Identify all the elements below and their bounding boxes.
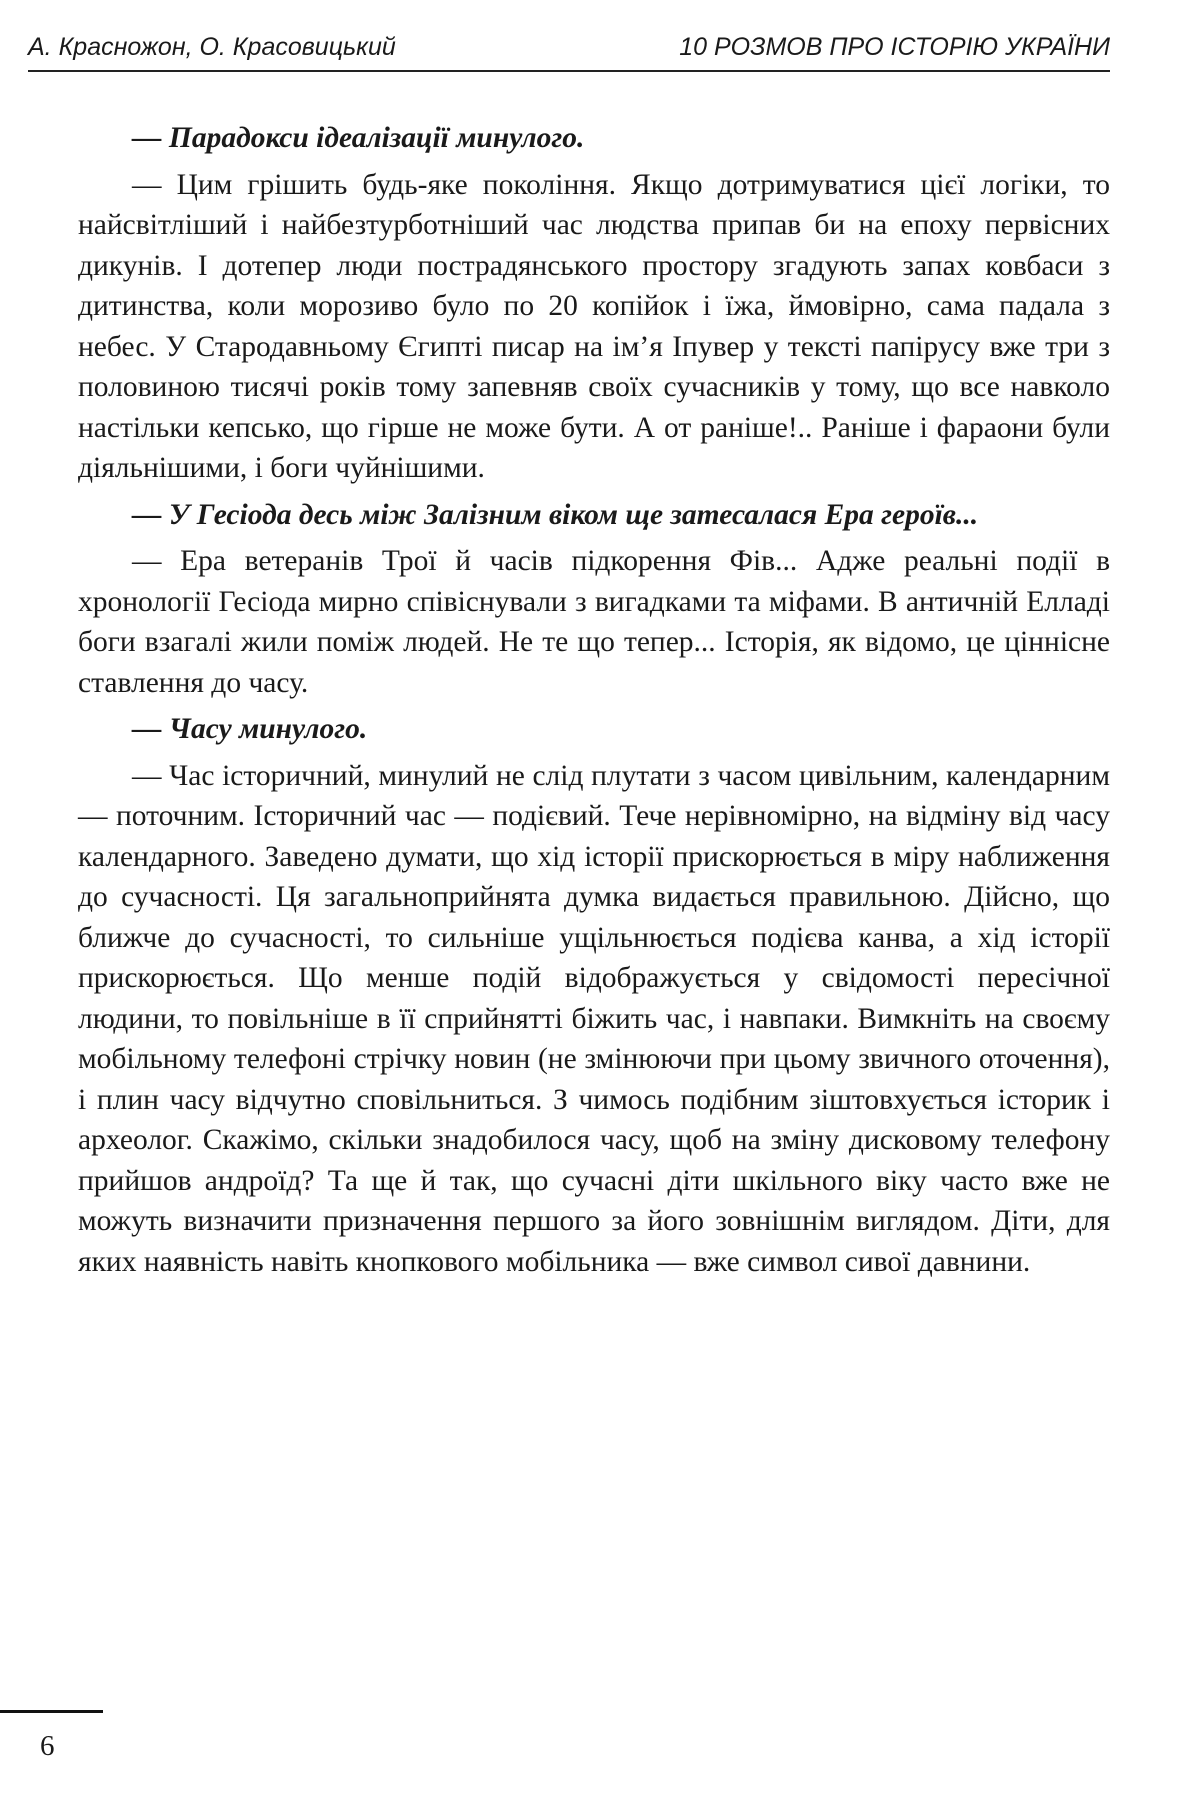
running-head	[28, 30, 1110, 72]
question-paragraph: — Парадокси ідеалізації минулого.	[132, 122, 585, 154]
question-paragraph: — Часу минулого.	[132, 713, 368, 745]
page-number: 6	[40, 1730, 55, 1762]
header-authors: А. Красножон, О. Красовицький	[28, 33, 396, 61]
answer-paragraph: — Цим грішить будь-яке покоління. Якщо дотримуватися цієї логіки, то найсвітліший і найбезтурботніший час людства припав би на епоху первісних дикунів. І дотепер люди пострадянського простору згадують запах ковбаси з дитинства, коли морозиво було по 20 копійок і їжа, ймовірно, сама падала з небес. У Стародавньому Єгипті писар на ім’я Іпувер у тексті папірусу вже три з половиною тисячі років тому запевняв своїх сучасників у тому, що все навколо настільки кепсько, що гірше не може бути. А от раніше!.. Раніше і фараони були діяльнішими, і боги чуйнішими.	[78, 168, 1110, 484]
question-paragraph: — У Гесіода десь між Залізним віком ще затесалася Ера героїв...	[132, 498, 979, 531]
header-book-title: 10 РОЗМОВ ПРО ІСТОРІЮ УКРАЇНИ	[679, 33, 1110, 61]
page-body	[78, 118, 1110, 1288]
answer-paragraph: — Ера ветеранів Трої й часів підкорення Фів... Адже реальні події в хронології Гесіода мирно співіснували з вигадками та міфами. В античній Елладі боги взагалі жили поміж людей. Не те що тепер... Історія, як відомо, це ціннісне ставлення до часу.	[78, 545, 1110, 699]
answer-paragraph: — Час історичний, минулий не слід плутати з часом цивільним, календарним — поточним. Історичний час — подієвий. Тече нерівномірно, на відміну від часу календарного. Заведено думати, що хід історії прискорюється в міру наближення до сучасності. Ця загальноприйнята думка видається правильною. Дійсно, що ближче до сучасності, то сильніше ущільнюється подієва канва, а хід історії прискорюється. Що менше подій відображується у свідомості пересічної людини, то повільніше в її сприйнятті біжить час, і навпаки. Вимкніть на своєму мобільному телефоні стрічку новин (не змінюючи при цьому звичного оточення), і плин часу відчутно сповільниться. З чимось подібним зіштовхується історик і археолог. Скажімо, скільки знадобилося часу, щоб на зміну дисковому телефону прийшов андроїд? Та ще й так, що сучасні діти шкільного віку часто вже не можуть визначити призначення першого за його зовнішнім виглядом. Діти, для яких наявність навіть кнопкового мобільника — вже символ сивої давнини.	[78, 759, 1110, 1278]
footer-rule	[0, 1710, 103, 1713]
